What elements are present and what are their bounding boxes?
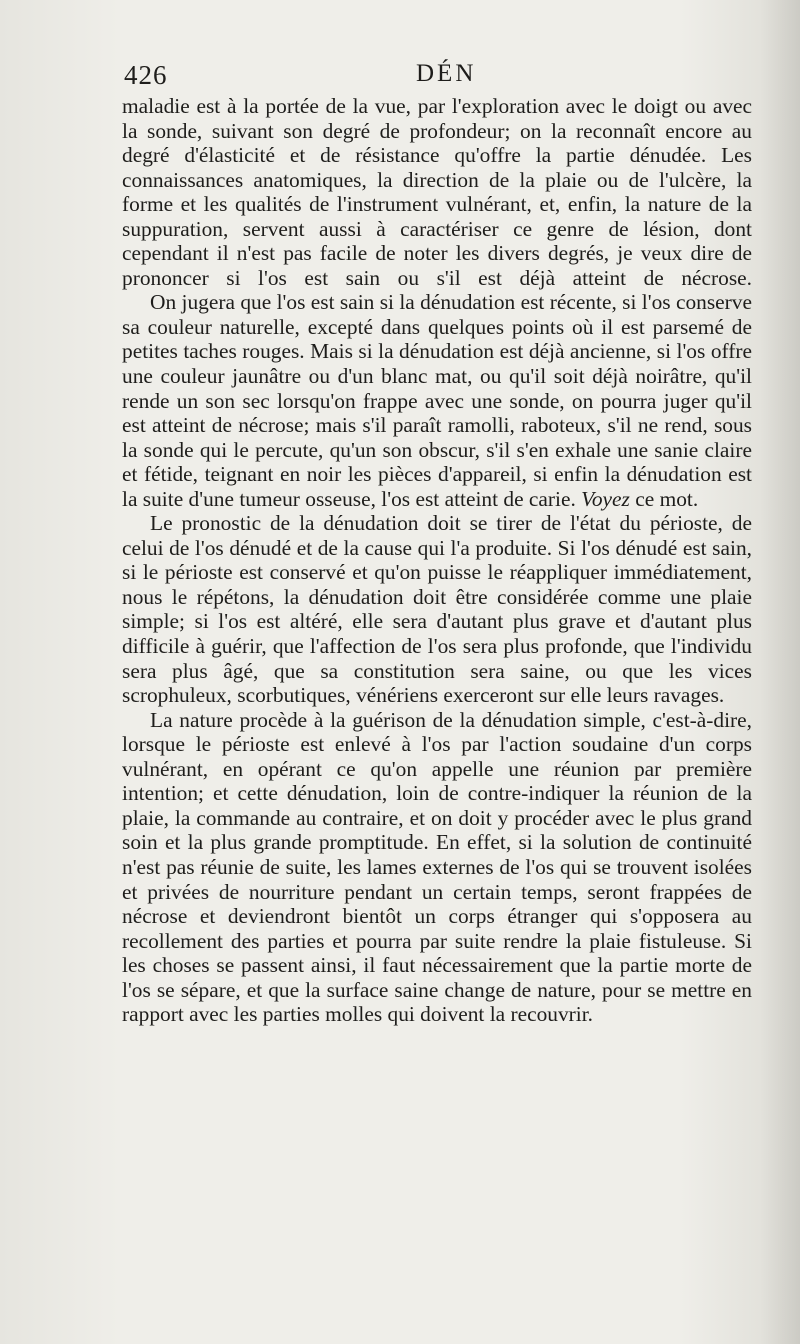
see-reference: Voyez: [581, 486, 630, 511]
paragraph-text: Le pronostic de la dénudation doit se tirer de l'état du périoste, de celui de l'os dénudé et de la cause qui l'a produite. Si l'os dénudé est sain, si le périoste est conservé et qu'on puisse le réappliquer immédiatement, nous le répétons, la dénudation doit être considérée comme une plaie simple; si l'os est altéré, elle sera d'autant plus grave et d'autant plus difficile à guérir, que l'affection de l'os sera plus profonde, que l'individu sera plus âgé, que sa constitution sera saine, ou que les vices scrophuleux, scorbutiques, vénériens exerceront sur elle leurs ravages.: [122, 511, 752, 708]
page-number: 426: [124, 60, 168, 90]
page-edge-shadow: [760, 0, 800, 1344]
running-head: DÉN: [416, 60, 477, 87]
paragraph-text: maladie est à la portée de la vue, par l'exploration avec le doigt ou avec la sonde, suivant son degré de profondeur; on la reconnaît encore au degré d'élasticité et de résistance qu'offre la partie dénudée. Les connaissances anatomiques, la direction de la plaie ou de l'ulcère, la forme et les qualités de l'instrument vulnérant, et, enfin, la nature de la suppuration, servent aussi à caractériser ce genre de lésion, dont cependant il n'est pas facile de noter les divers degrés, je veux dire de prononcer si l'os est sain ou s'il est déjà atteint de nécrose.: [122, 94, 752, 290]
paragraph-text: On jugera que l'os est sain si la dénudation est récente, si l'os conserve sa couleur naturelle, excepté dans quelques points où il est parsemé de petites taches rouges. Mais si la dénudation est déjà ancienne, si l'os offre une couleur jaunâtre ou d'un blanc mat, ou qu'il soit déjà noirâtre, qu'il rende un son sec lorsqu'on frappe avec une sonde, on pourra juger qu'il est atteint de nécrose; mais s'il paraît ramolli, raboteux, s'il ne rend, sous la sonde qui le percute, qu'un son obscur, s'il s'en exhale une sanie claire et fétide, teignant en noir les pièces d'appareil, si enfin la dénudation est la suite d'une tumeur osseuse, l'os est atteint de carie.: [122, 290, 752, 511]
paragraph-prognosis: [122, 511, 752, 707]
paragraph-healing: [122, 708, 752, 1027]
see-reference-target: ce mot.: [635, 486, 699, 511]
body-text: [122, 94, 752, 1027]
paragraph-text: La nature procède à la guérison de la dénudation simple, c'est-à-dire, lorsque le périoste est enlevé à l'os par l'action soudaine d'un corps vulnérant, en opérant ce qu'on appelle une réunion par première intention; et cette dénudation, loin de contre-indiquer la réunion de la plaie, la commande au contraire, et on doit y procéder avec le plus grand soin et la plus grande promptitude. En effet, si la solution de continuité n'est pas réunie de suite, les lames externes de l'os qui se trouvent isolées et privées de nourriture pendant un certain temps, seront frappées de nécrose et deviendront bientôt un corps étranger qui s'opposera au recollement des parties et pourra par suite rendre la plaie fistuleuse. Si les choses se passent ainsi, il faut nécessairement que la partie morte de l'os se sépare, et que la surface saine change de nature, pour se mettre en rapport avec les parties molles qui doivent la recouvrir.: [122, 707, 752, 1027]
page-header: [124, 60, 752, 92]
paragraph-healthy-bone: [122, 290, 752, 511]
paragraph-continuation: [122, 94, 752, 290]
